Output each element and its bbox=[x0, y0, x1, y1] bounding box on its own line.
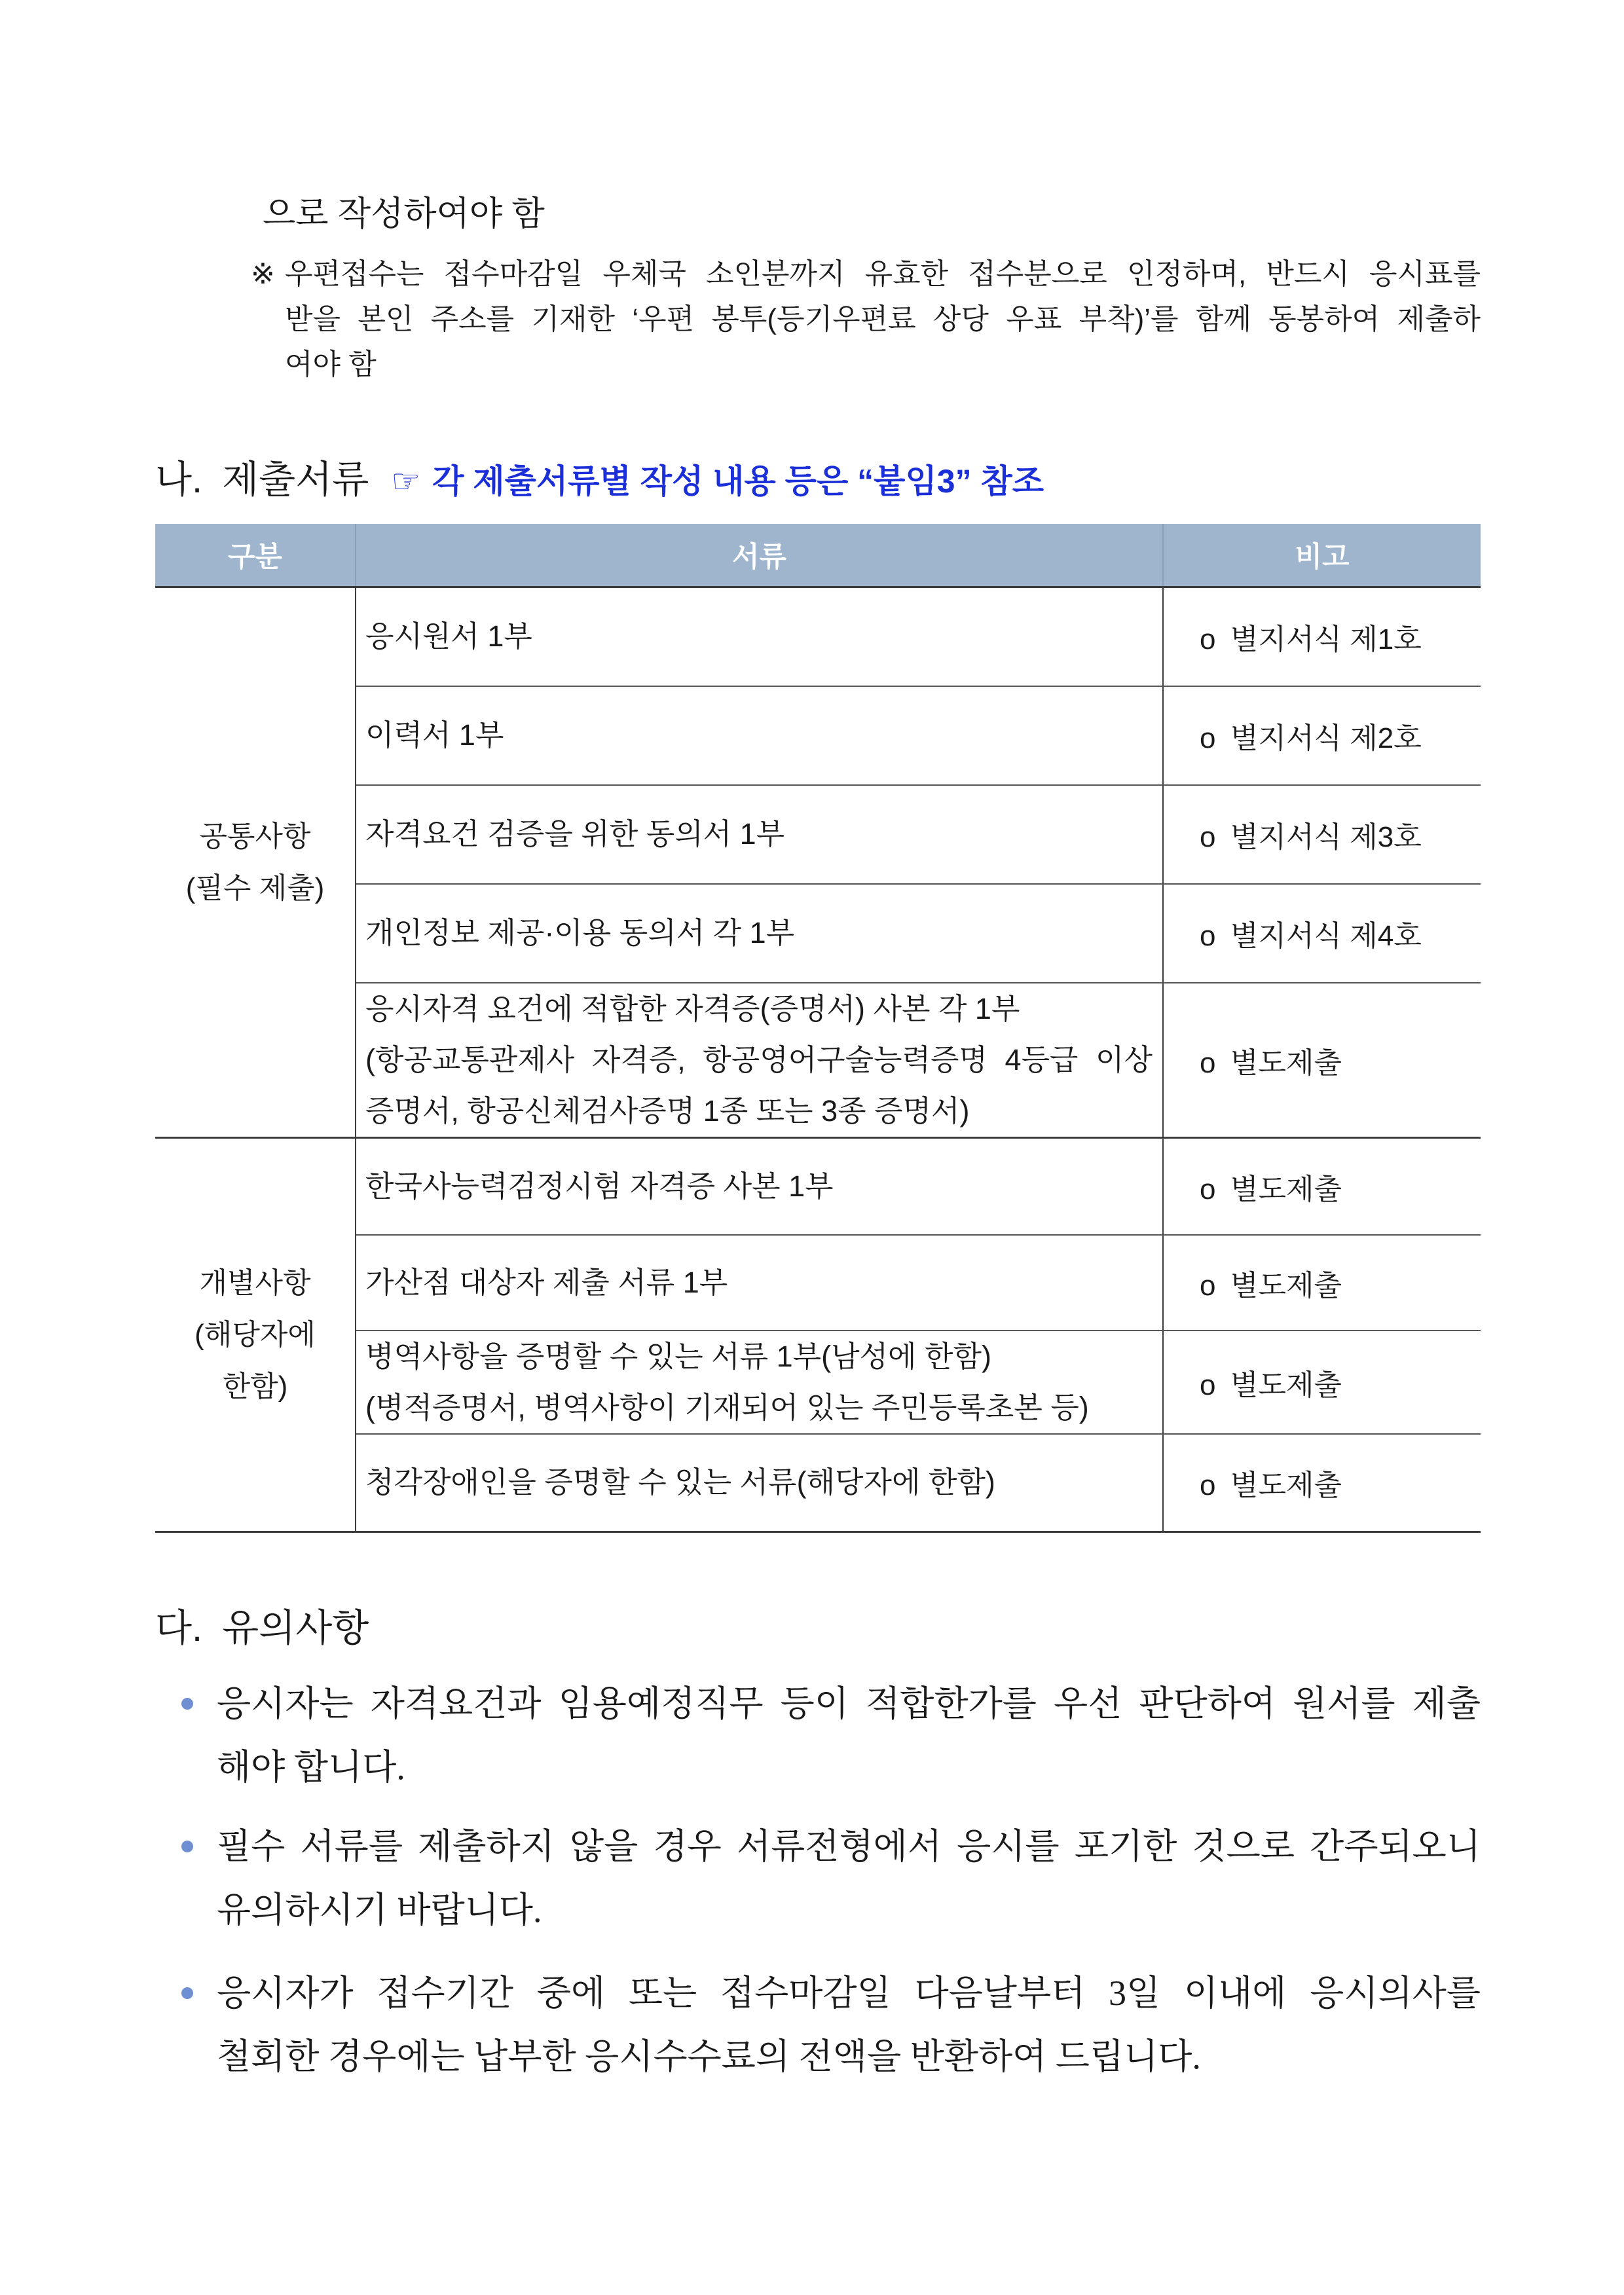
remark-marker: o bbox=[1200, 1369, 1216, 1401]
document-line: 자격요건 검증을 위한 동의서 1부 bbox=[365, 817, 785, 851]
document-line: 개인정보 제공·이용 동의서 각 1부 bbox=[365, 916, 795, 949]
document-line: 한국사능력검정시험 자격증 사본 1부 bbox=[365, 1169, 834, 1203]
remark-cell bbox=[1163, 1235, 1481, 1331]
document-line: (병적증명서, 병역사항이 기재되어 있는 주민등록초본 등) bbox=[365, 1391, 1089, 1424]
group-label-common bbox=[155, 587, 356, 1138]
group-label-line: 개별사항 bbox=[199, 1266, 311, 1299]
reference-note bbox=[391, 463, 1044, 500]
group-label-line: (해당자에 bbox=[194, 1318, 316, 1351]
document-cell bbox=[356, 884, 1163, 983]
section-number: 나. bbox=[155, 458, 203, 501]
document-cell bbox=[356, 1137, 1163, 1235]
precaution-line: 응시자가 접수기간 중에 또는 접수마감일 다음날부터 3일 이내에 응시의사를 bbox=[217, 1974, 1481, 2013]
note-line: 우편접수는 접수마감일 우체국 소인분까지 유효한 접수분으로 인정하며, 반드시 응시표를 bbox=[285, 258, 1481, 290]
section-heading-precautions bbox=[155, 1602, 391, 1655]
precaution-line: 해야 합니다. bbox=[217, 1748, 405, 1787]
section-title: 유의사항 bbox=[222, 1607, 369, 1649]
document-line: 이력서 1부 bbox=[365, 718, 504, 752]
table-row bbox=[155, 1137, 1481, 1235]
remark-marker: o bbox=[1200, 1046, 1216, 1079]
document-line: 증명서, 항공신체검사증명 1종 또는 3종 증명서) bbox=[365, 1093, 970, 1128]
group-label-line: (필수 제출) bbox=[185, 872, 325, 904]
precaution-line: 유의하시기 바랍니다. bbox=[217, 1890, 542, 1930]
remark-cell bbox=[1163, 686, 1481, 785]
submission-documents-table bbox=[155, 524, 1481, 1533]
remark-text: 별도제출 bbox=[1230, 1270, 1342, 1302]
header-documents: 서류 bbox=[356, 524, 1163, 587]
document-cell bbox=[356, 686, 1163, 785]
reference-note-text: 각 제출서류별 작성 내용 등은 “붙임3” 참조 bbox=[432, 463, 1044, 500]
document-line: (항공교통관제사 자격증, 항공영어구술능력증명 4등급 이상 bbox=[365, 1042, 1153, 1076]
remark-text: 별도제출 bbox=[1230, 1469, 1342, 1502]
section-number: 다. bbox=[155, 1607, 203, 1649]
pointing-hand-icon: ☞ bbox=[391, 463, 421, 500]
group-label-individual bbox=[155, 1137, 356, 1532]
header-category: 구분 bbox=[155, 524, 356, 587]
remark-marker: o bbox=[1200, 1270, 1216, 1302]
section-heading-documents bbox=[155, 454, 1044, 507]
document-line: 응시자격 요건에 적합한 자격증(증명서) 사본 각 1부 bbox=[365, 991, 1020, 1025]
remark-text: 별지서식 제1호 bbox=[1230, 623, 1422, 656]
remark-text: 별도제출 bbox=[1230, 1369, 1342, 1401]
document-line: 가산점 대상자 제출 서류 1부 bbox=[365, 1266, 728, 1299]
bullet-dot-icon bbox=[181, 1698, 193, 1710]
remark-cell bbox=[1163, 1434, 1481, 1532]
remark-cell bbox=[1163, 1137, 1481, 1235]
document-cell bbox=[356, 1434, 1163, 1532]
postal-submission-note bbox=[251, 251, 1481, 387]
precaution-item bbox=[217, 1672, 1481, 1799]
group-label-line: 공통사항 bbox=[199, 820, 311, 853]
remark-text: 별지서식 제4호 bbox=[1230, 920, 1422, 952]
precaution-line: 필수 서류를 제출하지 않을 경우 서류전형에서 응시를 포기한 것으로 간주되오니 bbox=[217, 1827, 1481, 1866]
bullet-dot-icon bbox=[181, 1987, 193, 1999]
precaution-line: 철회한 경우에는 납부한 응시수수료의 전액을 반환하여 드립니다. bbox=[217, 2037, 1201, 2076]
remark-text: 별지서식 제2호 bbox=[1230, 722, 1422, 754]
reference-mark: ※ bbox=[251, 258, 275, 290]
remark-marker: o bbox=[1200, 1173, 1216, 1205]
remark-marker: o bbox=[1200, 920, 1216, 952]
precaution-line: 응시자는 자격요건과 임용예정직무 등이 적합한가를 우선 판단하여 원서를 제출 bbox=[217, 1684, 1481, 1723]
remark-marker: o bbox=[1200, 722, 1216, 754]
header-remarks: 비고 bbox=[1163, 524, 1481, 587]
remark-text: 별지서식 제3호 bbox=[1230, 821, 1422, 853]
document-line: 청각장애인을 증명할 수 있는 서류(해당자에 한함) bbox=[365, 1465, 995, 1499]
precaution-item bbox=[217, 1962, 1481, 2089]
remark-cell bbox=[1163, 884, 1481, 983]
note-body bbox=[285, 251, 1481, 387]
note-line: 받을 본인 주소를 기재한 ‘우편 봉투(등기우편료 상당 우표 부착)’를 함께 동봉하여 제출하 bbox=[285, 303, 1481, 335]
remark-marker: o bbox=[1200, 1469, 1216, 1502]
document-cell bbox=[356, 1235, 1163, 1331]
remark-cell bbox=[1163, 785, 1481, 884]
remark-text: 별도제출 bbox=[1230, 1173, 1342, 1205]
document-cell bbox=[356, 785, 1163, 884]
document-cell bbox=[356, 1331, 1163, 1434]
precaution-item bbox=[217, 1815, 1481, 1942]
document-line: 병역사항을 증명할 수 있는 서류 1부(남성에 한함) bbox=[365, 1340, 991, 1373]
document-line: 응시원서 1부 bbox=[365, 619, 532, 653]
table-row bbox=[155, 587, 1481, 686]
note-line: 여야 함 bbox=[285, 348, 377, 380]
continuation-line: 으로 작성하여야 함 bbox=[263, 195, 545, 233]
section-title: 제출서류 bbox=[222, 458, 369, 501]
remark-cell bbox=[1163, 983, 1481, 1138]
group-label-line: 한함) bbox=[222, 1370, 288, 1403]
table-header-row bbox=[155, 524, 1481, 587]
remark-cell bbox=[1163, 587, 1481, 686]
remark-text: 별도제출 bbox=[1230, 1046, 1342, 1079]
document-cell bbox=[356, 983, 1163, 1138]
remark-marker: o bbox=[1200, 623, 1216, 656]
remark-marker: o bbox=[1200, 821, 1216, 853]
document-cell bbox=[356, 587, 1163, 686]
remark-cell bbox=[1163, 1331, 1481, 1434]
bullet-dot-icon bbox=[181, 1841, 193, 1852]
